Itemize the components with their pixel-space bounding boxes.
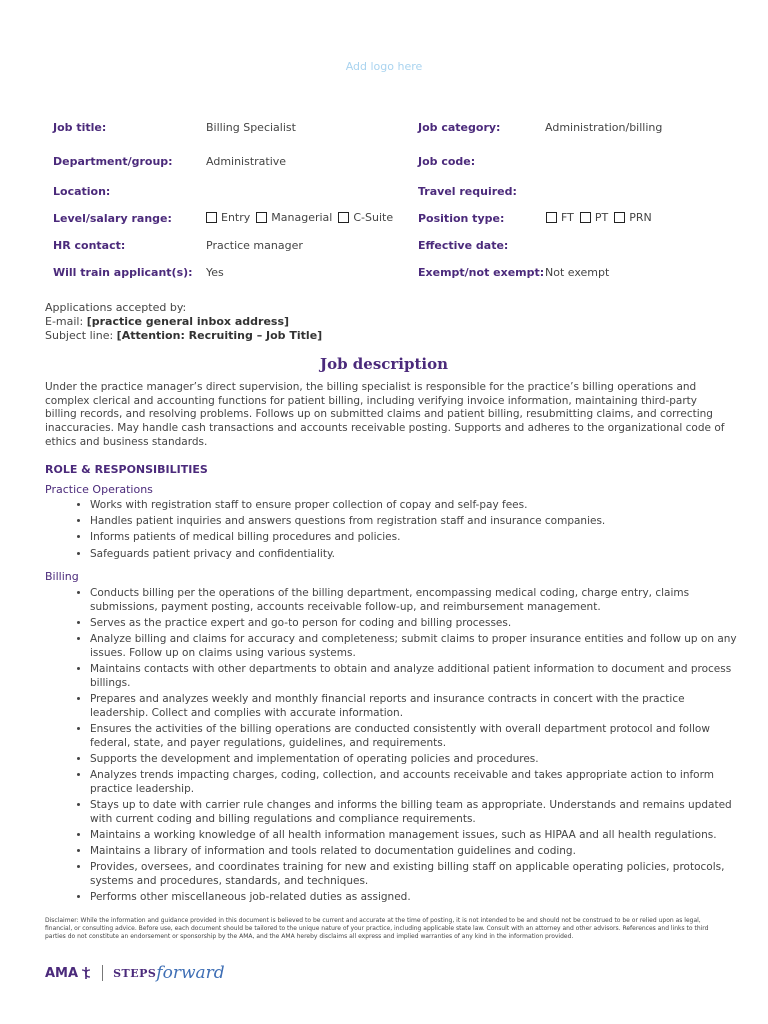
- list-item: • Stays up to date with carrier rule changes and informs the billing team as appropriate. Understands and remains updated with current coding and billing regulations and compliance requirements.: [90, 799, 740, 826]
- location-label: Location:: [53, 185, 111, 198]
- ama-logo-text: AMA: [45, 965, 79, 981]
- applications-block: [45, 301, 322, 343]
- pt-checkbox[interactable]: [580, 211, 608, 224]
- job-category-label: Job category:: [418, 121, 501, 134]
- checkbox-box[interactable]: [546, 212, 557, 223]
- will-train-label: Will train applicant(s):: [53, 266, 193, 279]
- hr-contact-label: HR contact:: [53, 239, 126, 252]
- checkbox-box[interactable]: [338, 212, 349, 223]
- billing-heading: Billing: [45, 570, 79, 583]
- will-train-value: Yes: [206, 266, 224, 279]
- job-description-title: Job description: [319, 355, 449, 373]
- entry-option-label: Entry: [221, 211, 251, 224]
- list-item: • Analyze billing and claims for accuracy and completeness; submit claims to proper insurance entities and follow up on any issues. Follow up on claims using various systems.: [90, 633, 740, 660]
- forward-logo-text: forward: [156, 963, 225, 983]
- travel-required-label: Travel required:: [418, 185, 517, 198]
- c-suite-option-label: C-Suite: [353, 211, 394, 224]
- subject-value: [Attention: Recruiting – Job Title]: [116, 329, 323, 342]
- position-type-checkbox-group: [546, 211, 658, 224]
- list-item: • Supports the development and implementation of operating policies and procedures.: [90, 753, 740, 767]
- prn-checkbox[interactable]: [614, 211, 652, 224]
- job-title-value: Billing Specialist: [206, 121, 296, 134]
- effective-date-label: Effective date:: [418, 239, 509, 252]
- email-value: [practice general inbox address]: [86, 315, 290, 328]
- list-item: • Performs other miscellaneous job-related duties as assigned.: [90, 891, 740, 905]
- roles-heading: ROLE & RESPONSIBILITIES: [45, 463, 208, 476]
- checkbox-box[interactable]: [580, 212, 591, 223]
- list-item: • Maintains a library of information and tools related to documentation guidelines and coding.: [90, 845, 740, 859]
- footer-logo: [45, 963, 225, 983]
- position-type-label: Position type:: [418, 212, 505, 225]
- entry-checkbox[interactable]: [206, 211, 250, 224]
- exempt-label: Exempt/not exempt:: [418, 266, 545, 279]
- job-title-label: Job title:: [53, 121, 107, 134]
- list-item: • Maintains contacts with other departments to obtain and analyze additional patient information to document and process billings.: [90, 663, 740, 690]
- list-item: • Maintains a working knowledge of all health information management issues, such as HIPAA and all health regulations.: [90, 829, 740, 843]
- managerial-checkbox[interactable]: [256, 211, 332, 224]
- list-item: • Serves as the practice expert and go-to person for coding and billing processes.: [90, 617, 740, 631]
- pt-option-label: PT: [594, 211, 609, 224]
- steps-logo-text: STEPS: [113, 966, 157, 980]
- intro-paragraph: Under the practice manager’s direct supervision, the billing specialist is responsible for the practice’s billing operations and complex clerical and accounting functions for patient billing, including verifying invoice information, maintaining third-party billing records, and resolving problems. Follows up on submitted claims and patient billing, resubmitting claims, and correcting inaccuracies. May handle cash transactions and accounts receivable posting. Supports and adheres to the organizational code of ethics and business standards.: [45, 381, 725, 448]
- list-item: • Informs patients of medical billing procedures and policies.: [90, 531, 740, 545]
- checkbox-box[interactable]: [614, 212, 625, 223]
- practice-operations-heading: Practice Operations: [45, 483, 153, 496]
- list-item: • Analyzes trends impacting charges, coding, collection, and accounts receivable and takes appropriate action to inform practice leadership.: [90, 769, 740, 796]
- disclaimer: Disclaimer: While the information and guidance provided in this document is believed to be current and accurate at the time of posting, it is not intended to be and should not be construed to be or relied upon as legal, financial, or consulting advice. Before use, each document should be tailored to the unique nature of your practice, including applicable state law. Consult with an attorney and other advisors. References and links to third parties do not constitute an endorsement or sponsorship by the AMA, and the AMA hereby disclaims all express and implied warranties of any kind in the information provided.: [45, 917, 709, 940]
- subject-line: [45, 329, 322, 343]
- email-line: [45, 315, 322, 329]
- exempt-value: Not exempt: [545, 266, 610, 279]
- ft-option-label: FT: [561, 211, 574, 224]
- footer-divider: [102, 965, 103, 981]
- email-label: E-mail:: [45, 315, 87, 328]
- list-item: • Conducts billing per the operations of the billing department, encompassing medical coding, charge entry, claims submissions, payment posting, accounts receivable follow-up, and reimbursement management.: [90, 587, 740, 614]
- billing-list: [68, 587, 740, 907]
- list-item: • Handles patient inquiries and answers questions from registration staff and insurance companies.: [90, 515, 740, 529]
- list-item: • Ensures the activities of the billing operations are conducted consistently with overall department protocol and follow federal, state, and payer regulations, guidelines, and requirements.: [90, 723, 740, 750]
- prn-option-label: PRN: [629, 211, 652, 224]
- checkbox-box[interactable]: [206, 212, 217, 223]
- list-item: • Provides, oversees, and coordinates training for new and existing billing staff on applicable operating policies, protocols, systems and procedures, standards, and techniques.: [90, 861, 740, 888]
- managerial-option-label: Managerial: [271, 211, 333, 224]
- logo-placeholder: Add logo here: [345, 60, 423, 73]
- hr-contact-value: Practice manager: [206, 239, 303, 252]
- list-item: • Works with registration staff to ensure proper collection of copay and self-pay fees.: [90, 499, 740, 513]
- list-item: • Safeguards patient privacy and confidentiality.: [90, 548, 740, 562]
- department-value: Administrative: [206, 155, 287, 168]
- applications-intro: Applications accepted by:: [45, 301, 187, 314]
- subject-label: Subject line:: [45, 329, 117, 342]
- job-category-value: Administration/billing: [545, 121, 663, 134]
- level-checkbox-group: [206, 211, 399, 224]
- ft-checkbox[interactable]: [546, 211, 574, 224]
- practice-operations-list: [68, 499, 740, 564]
- checkbox-box[interactable]: [256, 212, 267, 223]
- c-suite-checkbox[interactable]: [338, 211, 393, 224]
- job-code-label: Job code:: [418, 155, 476, 168]
- level-salary-label: Level/salary range:: [53, 212, 172, 225]
- list-item: • Prepares and analyzes weekly and monthly financial reports and insurance contracts in concert with the practice leadership. Collect and complies with accurate information.: [90, 693, 740, 720]
- ama-emblem-icon: [80, 966, 92, 980]
- department-label: Department/group:: [53, 155, 173, 168]
